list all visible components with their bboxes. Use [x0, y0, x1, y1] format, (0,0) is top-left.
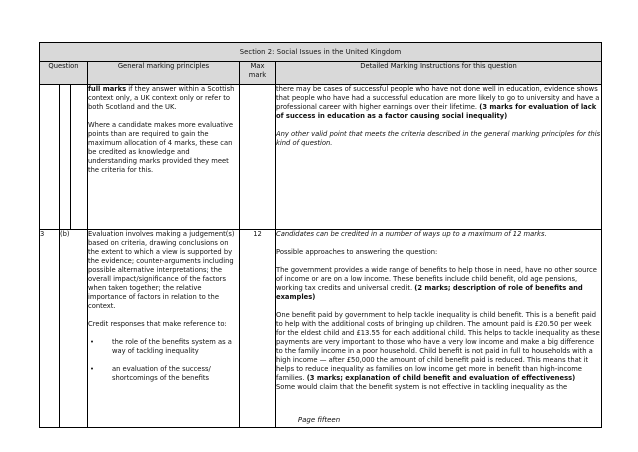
general-text: Where a candidate makes more evaluative points than are required to gain the maximum allocation of 4 marks, these can be credited as knowledge and understanding marks provided they meet the criteria for this.: [88, 121, 234, 174]
question-part-cell: [60, 85, 71, 230]
detailed-text: The government provides a wide range of benefits to help those in need, have no other source of income or are on a low income. These benefits include child benefit, old age pensions, working tax credits and universal credit.: [276, 266, 597, 292]
general-text: if they answer within a Scottish context only, a UK context only or refer to both Scotland and the UK.: [88, 85, 235, 111]
list-item: [88, 338, 239, 356]
detailed-text: there may be cases of successful people who have not done well in education, evidence shows that people who have had a successful education are more likely to go to university and have a professional career with higher earnings over their lifetime.: [276, 85, 600, 111]
general-principles-cell: [88, 230, 240, 428]
page-footer: Page fifteen: [297, 416, 341, 424]
marks-note: (3 marks; explanation of child benefit and evaluation of effectiveness): [306, 374, 576, 382]
bullet-text: an evaluation of the success/ shortcomings of the benefits: [112, 365, 211, 382]
table-row: [40, 230, 602, 428]
detailed-text: Any other valid point that meets the criteria described in the general marking principles for this kind of question.: [276, 130, 601, 147]
marks-note: (2 marks; description of role of benefits and examples): [276, 284, 583, 301]
full-marks-text: full marks: [88, 85, 127, 93]
bullet-icon: •: [90, 338, 94, 346]
header-max-mark: [240, 62, 276, 85]
list-item: [88, 365, 239, 383]
max-mark-cell: [240, 85, 276, 230]
marking-table: [39, 42, 602, 428]
header-row: [40, 62, 602, 85]
general-principles-cell: [88, 85, 240, 230]
header-max-line1: Max: [250, 62, 265, 70]
detailed-instructions-cell: [276, 230, 602, 428]
marks-note: (3 marks for evaluation of lack of success in education as a factor causing social inequality): [276, 103, 597, 120]
question-number-cell: [40, 85, 60, 230]
detailed-instructions-cell: [276, 85, 602, 230]
detailed-text: Possible approaches to answering the question:: [276, 248, 438, 256]
question-sub-cell: [71, 85, 88, 230]
header-detailed: Detailed Marking Instructions for this question: [276, 62, 602, 85]
section-title: Section 2: Social Issues in the United Kingdom: [40, 43, 602, 62]
general-text: Credit responses that make reference to:: [88, 320, 227, 328]
general-text: Evaluation involves making a judgement(s) based on criteria, drawing conclusions on the extent to which a view is supported by the evidence; counter-arguments including possible alternative interpretations; the overall impact/significance of the factors when taken together; the relative importance of factors in relation to the context.: [88, 230, 235, 310]
detailed-text: One benefit paid by government to help tackle inequality is child benefit. This is a benefit paid to help with the additional costs of bringing up children. The amount paid is £20.50 per week for the eldest child and £13.55 for each additional child. This helps to tackle inequality as these payments are very important to those who have a very low income and make a big difference to the family income in a poor household. Child benefit is not paid in full to households with a high income — after £50,000 the amount of child benefit paid is reduced. This means that it helps to reduce inequality as families on low income get more in benefit than high-income families.: [276, 311, 600, 382]
max-mark: 12: [240, 230, 276, 428]
detailed-text: Candidates can be credited in a number of ways up to a maximum of 12 marks.: [276, 230, 547, 238]
header-question: Question: [40, 62, 88, 85]
bullet-icon: •: [90, 365, 94, 373]
bullet-text: the role of the benefits system as a way of tackling inequality: [112, 338, 232, 355]
header-max-line2: mark: [248, 71, 267, 79]
question-part: (b): [60, 230, 88, 428]
detailed-text: Some would claim that the benefit system is not effective in tackling inequality as the: [276, 383, 568, 391]
header-general: General marking principles: [88, 62, 240, 85]
question-number: 3: [40, 230, 60, 428]
table-row: [40, 85, 602, 230]
